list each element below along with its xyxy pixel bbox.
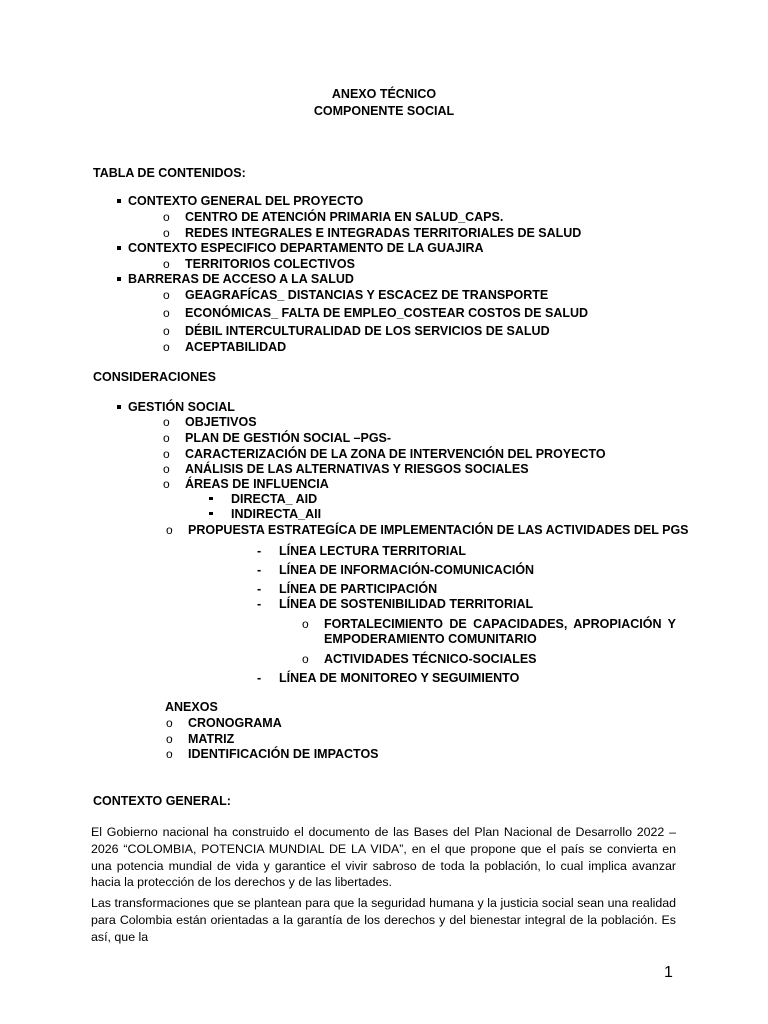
consideraciones-subitem: o ÁREAS DE INFLUENCIA — [163, 477, 329, 491]
linea-subitem: o ACTIVIDADES TÉCNICO-SOCIALES — [302, 652, 537, 666]
circle-bullet-icon: o — [166, 732, 173, 746]
circle-bullet-icon: o — [163, 306, 170, 320]
circle-bullet-icon: o — [163, 210, 170, 224]
circle-bullet-icon: o — [302, 652, 309, 666]
consideraciones-subitem: o ANÁLISIS DE LAS ALTERNATIVAS Y RIESGOS SOCIALES — [163, 462, 529, 476]
dash-bullet-icon: - — [257, 582, 262, 596]
circle-bullet-icon: o — [163, 226, 170, 240]
contexto-paragraph-1: El Gobierno nacional ha construido el documento de las Bases del Plan Nacional de Desarrollo 2022 – 2026 “COLOMBIA, POTENCIA MUNDIAL DE LA VIDA”, en el que propone que el país se convierta en una potencia mundial de vida y garantice el vivir sabroso de toda la población, lo cual implica avanzar hacia la protección de los derechos y de las libertades. — [91, 825, 676, 890]
consideraciones-item: GESTIÓN SOCIAL — [117, 400, 235, 415]
linea-subitem-continuation: EMPODERAMIENTO COMUNITARIO — [324, 632, 537, 646]
square-bullet-icon — [117, 405, 121, 409]
toc-subitem: o CENTRO DE ATENCIÓN PRIMARIA EN SALUD_CAPS. — [163, 210, 504, 224]
toc-item: CONTEXTO GENERAL DEL PROYECTO — [117, 194, 363, 209]
toc-item: BARRERAS DE ACCESO A LA SALUD — [117, 272, 354, 287]
dash-bullet-icon: - — [257, 597, 262, 611]
contexto-paragraph-2: Las transformaciones que se plantean para que la seguridad humana y la justicia social sean una realidad para Colombia están orientadas a la garantía de los derechos y del bienestar integral de la población. Es así, que la — [91, 896, 676, 944]
consideraciones-subitem: o CARACTERIZACIÓN DE LA ZONA DE INTERVENCIÓN DEL PROYECTO — [163, 447, 606, 461]
square-bullet-icon — [117, 199, 121, 203]
linea-item: - LÍNEA DE PARTICIPACIÓN — [257, 582, 438, 596]
circle-bullet-icon: o — [163, 340, 170, 354]
toc-item: CONTEXTO ESPECIFICO DEPARTAMENTO DE LA GUAJIRA — [117, 241, 484, 256]
dash-bullet-icon: - — [257, 671, 262, 685]
circle-bullet-icon: o — [163, 288, 170, 302]
circle-bullet-icon: o — [166, 716, 173, 730]
consideraciones-heading: CONSIDERACIONES — [93, 370, 216, 384]
consideraciones-subitem: o PLAN DE GESTIÓN SOCIAL –PGS- — [163, 431, 392, 445]
linea-item: - LÍNEA DE MONITOREO Y SEGUIMIENTO — [257, 671, 520, 685]
circle-bullet-icon: o — [302, 617, 309, 631]
toc-subitem: o TERRITORIOS COLECTIVOS — [163, 257, 355, 271]
page-number: 1 — [664, 964, 673, 981]
toc-subitem: o REDES INTEGRALES E INTEGRADAS TERRITORIALES DE SALUD — [163, 226, 582, 240]
toc-subitem: o ECONÓMICAS_ FALTA DE EMPLEO_COSTEAR COSTOS DE SALUD — [163, 306, 589, 320]
linea-subitem: o FORTALECIMIENTO DE CAPACIDADES, APROPIACIÓN Y — [302, 617, 676, 631]
document-title: ANEXO TÉCNICO — [331, 87, 437, 101]
linea-item: - LÍNEA LECTURA TERRITORIAL — [257, 544, 467, 558]
document-subtitle: COMPONENTE SOCIAL — [313, 104, 455, 118]
dash-bullet-icon: - — [257, 563, 262, 577]
anexos-item: o IDENTIFICACIÓN DE IMPACTOS — [166, 747, 379, 761]
circle-bullet-icon: o — [163, 462, 170, 476]
toc-heading: TABLA DE CONTENIDOS: — [93, 166, 246, 180]
circle-bullet-icon: o — [163, 447, 170, 461]
square-bullet-icon — [209, 512, 213, 516]
consideraciones-subsubitem: INDIRECTA_AII — [209, 507, 213, 522]
contexto-heading: CONTEXTO GENERAL: — [93, 794, 231, 808]
square-bullet-icon — [209, 497, 213, 501]
circle-bullet-icon: o — [163, 477, 170, 491]
square-bullet-icon — [117, 277, 121, 281]
circle-bullet-icon: o — [166, 523, 173, 537]
circle-bullet-icon: o — [163, 415, 170, 429]
anexos-item: o CRONOGRAMA — [166, 716, 282, 730]
square-bullet-icon — [117, 246, 121, 250]
consideraciones-subsubitem: DIRECTA_ AID — [209, 492, 213, 507]
anexos-item: o MATRIZ — [166, 732, 235, 746]
circle-bullet-icon: o — [163, 324, 170, 338]
linea-item: - LÍNEA DE INFORMACIÓN-COMUNICACIÓN — [257, 563, 535, 577]
consideraciones-subitem: o PROPUESTA ESTRATEGÍCA DE IMPLEMENTACIÓN DE LAS ACTIVIDADES DEL PGS — [166, 523, 689, 537]
dash-bullet-icon: - — [257, 544, 262, 558]
circle-bullet-icon: o — [163, 431, 170, 445]
toc-subitem: o DÉBIL INTERCULTURALIDAD DE LOS SERVICIOS DE SALUD — [163, 324, 550, 338]
consideraciones-subitem: o OBJETIVOS — [163, 415, 257, 429]
circle-bullet-icon: o — [163, 257, 170, 271]
toc-subitem: o ACEPTABILIDAD — [163, 340, 287, 354]
linea-item: - LÍNEA DE SOSTENIBILIDAD TERRITORIAL — [257, 597, 534, 611]
toc-subitem: o GEAGRAFÍCAS_ DISTANCIAS Y ESCACEZ DE TRANSPORTE — [163, 288, 549, 302]
circle-bullet-icon: o — [166, 747, 173, 761]
anexos-heading: ANEXOS — [165, 700, 218, 714]
